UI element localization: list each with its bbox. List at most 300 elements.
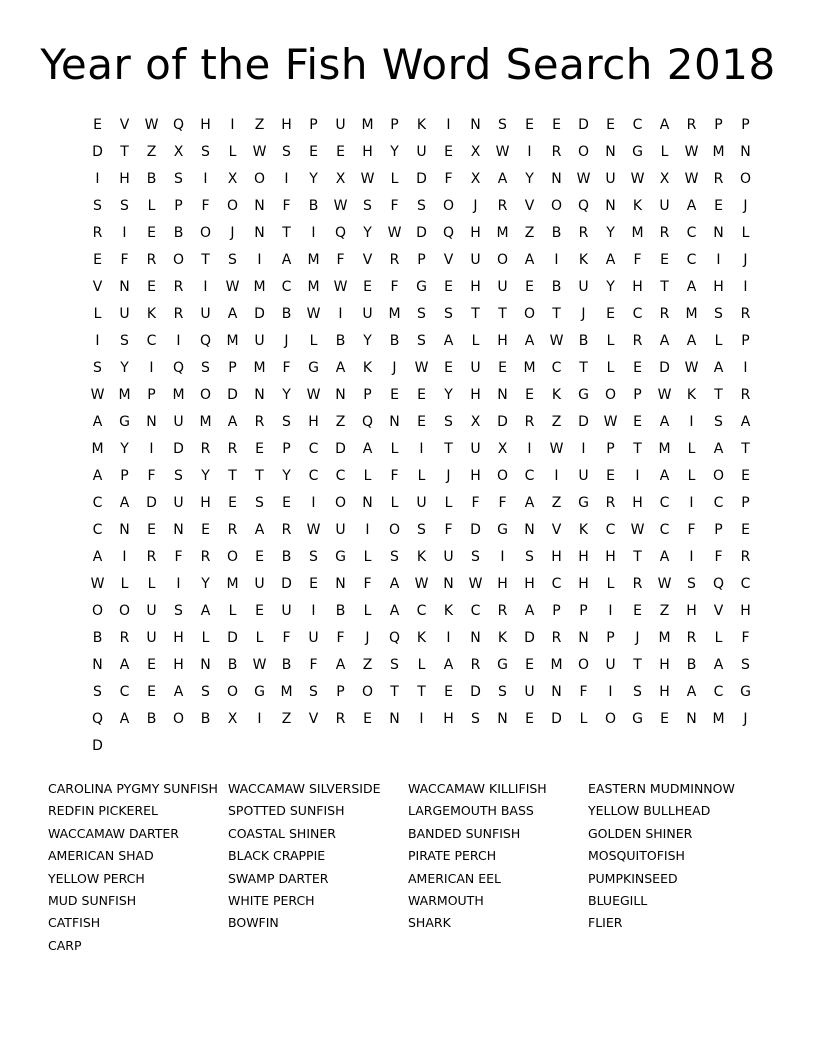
grid-letter: I — [311, 225, 316, 241]
grid-letter: I — [149, 441, 154, 457]
word-list-item: AMERICAN SHAD — [48, 848, 154, 864]
grid-letter: I — [419, 711, 424, 727]
grid-letter: E — [525, 279, 534, 295]
grid-letter: D — [92, 144, 103, 160]
grid-letter: N — [146, 414, 157, 430]
grid-letter: O — [199, 387, 212, 403]
grid-letter: P — [363, 387, 372, 403]
grid-letter: S — [201, 684, 210, 700]
grid-letter: N — [605, 198, 616, 214]
grid-letter: U — [497, 279, 508, 295]
grid-letter: H — [632, 495, 643, 511]
grid-letter: Y — [201, 576, 210, 592]
grid-letter: H — [173, 630, 184, 646]
grid-letter: W — [144, 117, 159, 133]
grid-letter: A — [281, 252, 292, 268]
grid-letter: Y — [363, 333, 372, 349]
grid-letter: U — [443, 549, 454, 565]
word-list-item: CARP — [48, 937, 82, 953]
grid-letter: R — [173, 279, 184, 295]
grid-letter: U — [362, 306, 373, 322]
grid-letter: A — [92, 549, 103, 565]
grid-letter: F — [390, 468, 399, 484]
grid-letter: P — [741, 495, 750, 511]
grid-letter: E — [147, 522, 156, 538]
grid-letter: S — [498, 117, 507, 133]
grid-letter: E — [525, 657, 534, 673]
grid-letter: F — [390, 279, 399, 295]
grid-letter: M — [199, 414, 212, 430]
grid-letter: N — [686, 711, 697, 727]
grid-letter: O — [604, 387, 617, 403]
grid-letter: R — [497, 603, 508, 619]
grid-letter: M — [226, 576, 239, 592]
grid-letter: P — [714, 522, 723, 538]
grid-letter: W — [306, 387, 321, 403]
grid-letter: E — [147, 657, 156, 673]
grid-letter: R — [470, 657, 481, 673]
grid-letter: O — [226, 198, 239, 214]
grid-letter: S — [120, 333, 129, 349]
grid-letter: D — [146, 495, 157, 511]
grid-letter: C — [713, 495, 724, 511]
grid-letter: K — [578, 522, 589, 538]
grid-letter: A — [605, 252, 616, 268]
grid-letter: H — [578, 549, 589, 565]
grid-letter: I — [284, 171, 289, 187]
grid-letter: A — [686, 198, 697, 214]
grid-letter: E — [714, 198, 723, 214]
grid-letter: G — [308, 360, 319, 376]
grid-letter: L — [714, 333, 723, 349]
grid-letter: F — [687, 522, 696, 538]
grid-letter: H — [497, 576, 508, 592]
grid-letter: M — [631, 225, 644, 241]
grid-letter: T — [633, 441, 642, 457]
grid-letter: I — [338, 306, 343, 322]
grid-letter: L — [309, 333, 318, 349]
grid-letter: V — [713, 603, 724, 619]
grid-letter: I — [176, 333, 181, 349]
grid-letter: J — [743, 252, 748, 268]
grid-letter: W — [657, 576, 672, 592]
grid-letter: H — [470, 468, 481, 484]
grid-letter: B — [281, 549, 292, 565]
grid-letter: O — [496, 468, 509, 484]
grid-letter: B — [281, 306, 292, 322]
grid-letter: X — [335, 171, 346, 187]
grid-letter: E — [660, 711, 669, 727]
grid-letter: H — [443, 711, 454, 727]
grid-letter: A — [713, 360, 724, 376]
grid-letter: I — [230, 117, 235, 133]
grid-letter: N — [335, 576, 346, 592]
grid-letter: Q — [442, 225, 455, 241]
grid-letter: N — [92, 657, 103, 673]
grid-letter: E — [633, 603, 642, 619]
grid-letter: R — [200, 441, 211, 457]
grid-letter: R — [389, 252, 400, 268]
grid-letter: S — [309, 549, 318, 565]
grid-letter: X — [227, 711, 238, 727]
grid-letter: U — [416, 495, 427, 511]
grid-letter: H — [497, 333, 508, 349]
grid-letter: M — [712, 711, 725, 727]
word-list-item: GOLDEN SHINER — [588, 825, 693, 841]
grid-letter: J — [446, 468, 451, 484]
grid-letter: M — [253, 360, 266, 376]
grid-letter: W — [630, 171, 645, 187]
grid-letter: N — [200, 657, 211, 673]
grid-letter: B — [335, 603, 346, 619]
grid-letter: J — [581, 306, 586, 322]
grid-letter: R — [497, 198, 508, 214]
grid-letter: G — [497, 522, 508, 538]
grid-letter: F — [282, 198, 291, 214]
grid-letter: K — [578, 252, 589, 268]
grid-letter: C — [146, 333, 157, 349]
grid-letter: E — [498, 360, 507, 376]
grid-letter: U — [173, 495, 184, 511]
grid-letter: B — [686, 657, 697, 673]
grid-letter: L — [228, 603, 237, 619]
grid-letter: Q — [334, 225, 347, 241]
grid-letter: N — [335, 387, 346, 403]
grid-letter: S — [741, 657, 750, 673]
grid-letter: E — [309, 576, 318, 592]
grid-letter: F — [390, 198, 399, 214]
grid-letter: A — [362, 441, 373, 457]
grid-letter: O — [226, 684, 239, 700]
grid-letter: R — [146, 252, 157, 268]
grid-letter: N — [524, 522, 535, 538]
grid-letter: G — [578, 495, 589, 511]
grid-letter: F — [147, 468, 156, 484]
grid-letter: A — [659, 414, 670, 430]
grid-letter: W — [549, 441, 564, 457]
grid-letter: E — [201, 522, 210, 538]
grid-letter: D — [416, 225, 427, 241]
grid-letter: U — [146, 603, 157, 619]
grid-letter: L — [363, 468, 372, 484]
grid-letter: G — [335, 549, 346, 565]
grid-letter: D — [92, 738, 103, 754]
grid-letter: S — [93, 684, 102, 700]
grid-letter: M — [496, 225, 509, 241]
grid-letter: N — [254, 198, 265, 214]
grid-letter: P — [417, 252, 426, 268]
grid-letter: Z — [524, 225, 535, 241]
grid-letter: H — [362, 144, 373, 160]
grid-letter: L — [390, 171, 399, 187]
grid-letter: W — [657, 387, 672, 403]
grid-letter: J — [392, 360, 397, 376]
grid-letter: R — [740, 387, 751, 403]
grid-letter: Q — [172, 360, 185, 376]
grid-letter: L — [687, 468, 696, 484]
grid-letter: E — [417, 414, 426, 430]
grid-letter: B — [227, 657, 238, 673]
grid-letter: N — [497, 387, 508, 403]
grid-letter: F — [336, 630, 345, 646]
grid-letter: C — [632, 117, 643, 133]
grid-letter: V — [551, 522, 562, 538]
grid-letter: A — [92, 414, 103, 430]
grid-letter: L — [417, 657, 426, 673]
grid-letter: C — [308, 468, 319, 484]
grid-letter: S — [93, 198, 102, 214]
grid-letter: C — [308, 441, 319, 457]
grid-letter: X — [470, 171, 481, 187]
grid-letter: W — [549, 333, 564, 349]
grid-letter: I — [743, 360, 748, 376]
grid-letter: S — [390, 657, 399, 673]
grid-letter: S — [471, 711, 480, 727]
word-list-item: BLACK CRAPPIE — [228, 848, 326, 864]
grid-letter: G — [632, 144, 643, 160]
grid-letter: U — [470, 360, 481, 376]
grid-letter: F — [741, 630, 750, 646]
word-list-item: AMERICAN EEL — [408, 870, 501, 886]
grid-letter: Y — [120, 360, 129, 376]
grid-letter: B — [551, 279, 562, 295]
grid-letter: C — [740, 576, 751, 592]
grid-letter: L — [714, 630, 723, 646]
grid-letter: K — [686, 387, 697, 403]
grid-letter: L — [390, 441, 399, 457]
grid-letter: L — [687, 441, 696, 457]
grid-letter: D — [578, 117, 589, 133]
grid-letter: E — [633, 414, 642, 430]
grid-letter: I — [608, 684, 613, 700]
grid-letter: S — [633, 684, 642, 700]
grid-letter: F — [282, 360, 291, 376]
grid-letter: A — [686, 333, 697, 349]
grid-letter: L — [93, 306, 102, 322]
grid-letter: K — [443, 603, 454, 619]
grid-letter: N — [362, 495, 373, 511]
grid-letter: N — [443, 576, 454, 592]
grid-letter: Y — [525, 171, 534, 187]
grid-letter: C — [713, 684, 724, 700]
grid-letter: N — [713, 225, 724, 241]
grid-letter: Y — [120, 441, 129, 457]
grid-letter: C — [551, 576, 562, 592]
grid-letter: S — [282, 414, 291, 430]
grid-letter: A — [659, 117, 670, 133]
grid-letter: I — [122, 549, 127, 565]
grid-letter: R — [578, 225, 589, 241]
grid-letter: D — [470, 684, 481, 700]
grid-letter: P — [741, 117, 750, 133]
grid-letter: S — [201, 144, 210, 160]
grid-letter: A — [200, 603, 211, 619]
grid-letter: Z — [281, 711, 292, 727]
grid-letter: M — [226, 333, 239, 349]
grid-letter: C — [632, 306, 643, 322]
grid-letter: Q — [712, 576, 725, 592]
grid-letter: A — [713, 441, 724, 457]
grid-letter: O — [550, 198, 563, 214]
grid-letter: R — [227, 441, 238, 457]
grid-letter: W — [360, 171, 375, 187]
grid-letter: N — [551, 684, 562, 700]
grid-letter: R — [524, 414, 535, 430]
grid-letter: E — [417, 387, 426, 403]
grid-letter: L — [363, 603, 372, 619]
grid-letter: O — [118, 603, 131, 619]
grid-letter: E — [390, 387, 399, 403]
grid-letter: Q — [388, 630, 401, 646]
grid-letter: K — [416, 630, 427, 646]
grid-letter: E — [444, 684, 453, 700]
grid-letter: S — [201, 360, 210, 376]
grid-letter: P — [606, 441, 615, 457]
grid-letter: B — [146, 171, 157, 187]
grid-letter: I — [122, 225, 127, 241]
grid-letter: M — [253, 279, 266, 295]
grid-letter: Y — [444, 387, 453, 403]
grid-letter: D — [281, 576, 292, 592]
word-list-item: WACCAMAW SILVERSIDE — [228, 781, 381, 796]
grid-letter: W — [225, 279, 240, 295]
grid-letter: W — [576, 171, 591, 187]
grid-letter: L — [255, 630, 264, 646]
grid-letter: Q — [172, 117, 185, 133]
grid-letter: W — [306, 306, 321, 322]
grid-letter: C — [335, 468, 346, 484]
grid-letter: F — [363, 576, 372, 592]
grid-letter: A — [119, 711, 130, 727]
grid-letter: A — [524, 603, 535, 619]
grid-letter: T — [552, 306, 561, 322]
grid-letter: A — [740, 414, 751, 430]
grid-letter: A — [524, 333, 535, 349]
grid-letter: O — [172, 252, 185, 268]
grid-letter: B — [281, 657, 292, 673]
grid-letter: E — [255, 603, 264, 619]
grid-letter: E — [444, 360, 453, 376]
grid-letter: Y — [282, 387, 291, 403]
grid-letter: S — [174, 603, 183, 619]
grid-letter: F — [444, 522, 453, 538]
grid-letter: E — [741, 468, 750, 484]
grid-letter: I — [581, 441, 586, 457]
grid-letter: E — [552, 117, 561, 133]
grid-letter: T — [579, 360, 588, 376]
word-list-item: BLUEGILL — [588, 892, 648, 908]
grid-letter: C — [119, 684, 130, 700]
grid-letter: T — [390, 684, 399, 700]
grid-letter: B — [551, 225, 562, 241]
grid-letter: R — [686, 117, 697, 133]
grid-letter: A — [254, 522, 265, 538]
grid-letter: W — [90, 387, 105, 403]
grid-letter: N — [389, 711, 400, 727]
grid-letter: L — [363, 549, 372, 565]
grid-letter: F — [201, 198, 210, 214]
grid-letter: Y — [606, 225, 615, 241]
grid-letter: I — [527, 441, 532, 457]
grid-letter: E — [309, 144, 318, 160]
grid-letter: S — [174, 171, 183, 187]
word-list-item: SWAMP DARTER — [228, 870, 329, 886]
grid-letter: R — [146, 549, 157, 565]
grid-letter: S — [417, 306, 426, 322]
grid-letter: W — [387, 225, 402, 241]
grid-letter: L — [606, 576, 615, 592]
grid-letter: L — [741, 225, 750, 241]
grid-letter: K — [497, 630, 508, 646]
grid-letter: P — [228, 360, 237, 376]
grid-letter: R — [119, 630, 130, 646]
grid-letter: B — [308, 198, 319, 214]
grid-letter: C — [281, 279, 292, 295]
grid-letter: C — [686, 225, 697, 241]
grid-letter: D — [335, 441, 346, 457]
grid-letter: S — [228, 252, 237, 268]
grid-letter: Z — [551, 414, 562, 430]
word-list-item: SPOTTED SUNFISH — [228, 803, 345, 819]
grid-letter: S — [93, 360, 102, 376]
grid-letter: J — [473, 198, 478, 214]
grid-letter: J — [230, 225, 235, 241]
grid-letter: X — [227, 171, 238, 187]
grid-letter: W — [495, 144, 510, 160]
grid-letter: N — [605, 144, 616, 160]
grid-letter: T — [660, 279, 669, 295]
grid-letter: I — [176, 576, 181, 592]
grid-letter: N — [470, 630, 481, 646]
word-list-item: MUD SUNFISH — [48, 892, 137, 908]
grid-letter: A — [686, 279, 697, 295]
grid-letter: L — [147, 198, 156, 214]
grid-letter: O — [712, 468, 725, 484]
grid-letter: W — [252, 144, 267, 160]
grid-letter: H — [713, 279, 724, 295]
grid-letter: D — [416, 171, 427, 187]
grid-letter: L — [579, 711, 588, 727]
grid-letter: I — [311, 495, 316, 511]
grid-letter: D — [227, 387, 238, 403]
grid-letter: D — [173, 441, 184, 457]
grid-letter: I — [203, 279, 208, 295]
grid-letter: A — [524, 252, 535, 268]
grid-letter: O — [577, 657, 590, 673]
grid-letter: F — [282, 630, 291, 646]
grid-letter: M — [307, 252, 320, 268]
grid-letter: W — [252, 657, 267, 673]
grid-letter: M — [172, 387, 185, 403]
grid-letter: A — [227, 414, 238, 430]
grid-letter: J — [743, 711, 748, 727]
grid-letter: X — [497, 441, 508, 457]
grid-letter: L — [417, 468, 426, 484]
grid-letter: N — [254, 387, 265, 403]
grid-letter: M — [307, 279, 320, 295]
grid-letter: E — [255, 549, 264, 565]
grid-letter: U — [605, 171, 616, 187]
grid-letter: A — [335, 360, 346, 376]
grid-letter: B — [389, 333, 400, 349]
grid-letter: O — [496, 252, 509, 268]
grid-letter: E — [660, 252, 669, 268]
grid-letter: E — [93, 117, 102, 133]
grid-letter: I — [716, 252, 721, 268]
grid-letter: A — [659, 468, 670, 484]
grid-letter: R — [740, 306, 751, 322]
grid-letter: M — [523, 360, 536, 376]
